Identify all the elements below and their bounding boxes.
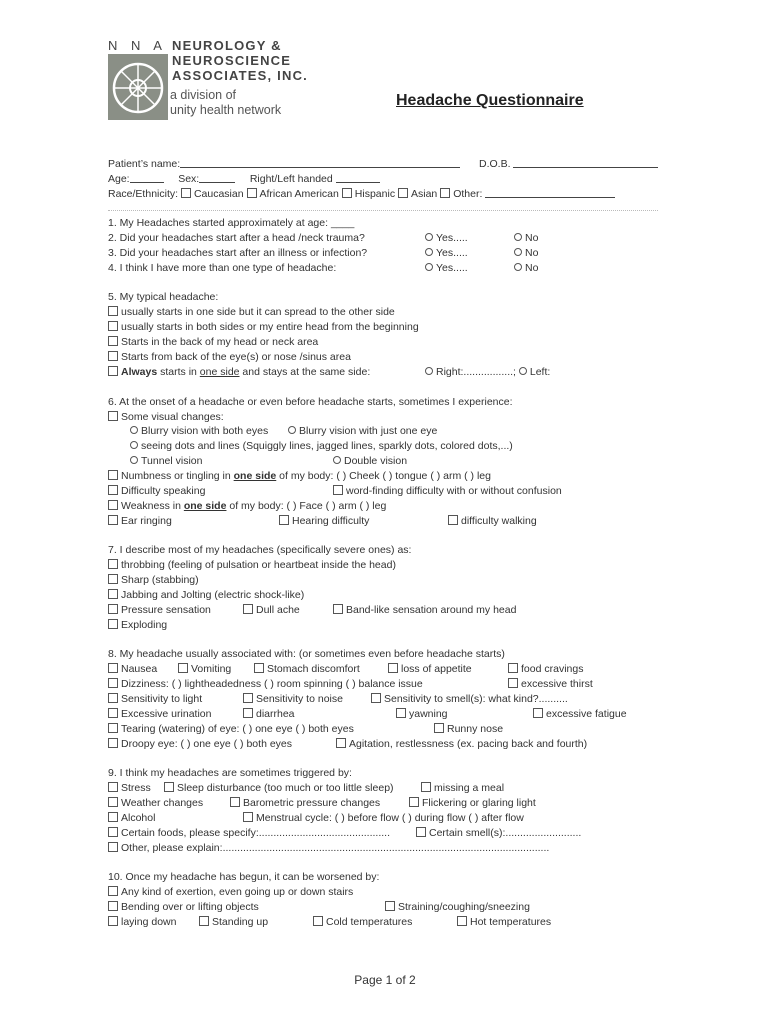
q5-option-always[interactable]: Always starts in one side and stays at the same side: bbox=[108, 366, 370, 379]
q9-weather[interactable]: Weather changes bbox=[108, 797, 203, 810]
race-row: Race/Ethnicity: Caucasian African American Hispanic Asian Other: bbox=[108, 187, 615, 201]
q8-dizziness[interactable]: Dizziness: ( ) lightheadedness ( ) room spinning ( ) balance issue bbox=[108, 678, 423, 691]
q10-cold[interactable]: Cold temperatures bbox=[313, 916, 412, 929]
q10-exertion[interactable]: Any kind of exertion, even going up or down stairs bbox=[108, 886, 353, 899]
q2: 2. Did your headaches start after a head /neck trauma? bbox=[108, 232, 365, 244]
q5-option[interactable]: Starts from back of the eye(s) or nose /sinus area bbox=[108, 351, 351, 364]
q8-noise[interactable]: Sensitivity to noise bbox=[243, 693, 343, 706]
q8-appetite[interactable]: loss of appetite bbox=[388, 663, 472, 676]
q7-pressure[interactable]: Pressure sensation bbox=[108, 604, 211, 617]
q6-dots[interactable]: seeing dots and lines (Squiggly lines, jagged lines, sparkly dots, colored dots,...) bbox=[130, 440, 513, 453]
q3-no[interactable]: No bbox=[514, 247, 538, 260]
q6-tunnel[interactable]: Tunnel vision bbox=[130, 455, 202, 468]
q8-agitation[interactable]: Agitation, restlessness (ex. pacing back and fourth) bbox=[336, 738, 587, 751]
q6-double[interactable]: Double vision bbox=[333, 455, 407, 468]
q6-speaking[interactable]: Difficulty speaking bbox=[108, 485, 205, 498]
q10-title: 10. Once my headache has begun, it can be worsened by: bbox=[108, 871, 380, 883]
age-sex-row: Age: Sex: Right/Left handed bbox=[108, 172, 380, 186]
q9-title: 9. I think my headaches are sometimes triggered by: bbox=[108, 767, 352, 779]
q6-numbness[interactable]: Numbness or tingling in one side of my body: ( ) Cheek ( ) tongue ( ) arm ( ) leg bbox=[108, 470, 491, 483]
q7-exploding[interactable]: Exploding bbox=[108, 619, 167, 632]
dob-row: D.O.B. bbox=[479, 157, 658, 171]
q8-stomach[interactable]: Stomach discomfort bbox=[254, 663, 360, 676]
q8-fatigue[interactable]: excessive fatigue bbox=[533, 708, 627, 721]
q8-diarrhea[interactable]: diarrhea bbox=[243, 708, 295, 721]
q4: 4. I think I have more than one type of headache: bbox=[108, 262, 337, 274]
race-checkbox[interactable] bbox=[398, 188, 408, 198]
q8-runny[interactable]: Runny nose bbox=[434, 723, 503, 736]
q8-droopy[interactable]: Droopy eye: ( ) one eye ( ) both eyes bbox=[108, 738, 292, 751]
q9-stress[interactable]: Stress bbox=[108, 782, 151, 795]
q6-ear[interactable]: Ear ringing bbox=[108, 515, 172, 528]
q6-visual[interactable]: Some visual changes: bbox=[108, 411, 224, 424]
q3: 3. Did your headaches start after an illness or infection? bbox=[108, 247, 368, 259]
q2-no[interactable]: No bbox=[514, 232, 538, 245]
q9-smells[interactable]: Certain smell(s):.......................... bbox=[416, 827, 581, 840]
patient-name-row: Patient’s name: bbox=[108, 157, 460, 171]
race-other-field[interactable] bbox=[485, 187, 615, 198]
q6-blurry-both[interactable]: Blurry vision with both eyes bbox=[130, 425, 268, 438]
q6-word-finding[interactable]: word-finding difficulty with or without confusion bbox=[333, 485, 562, 498]
race-checkbox[interactable] bbox=[342, 188, 352, 198]
q8-yawning[interactable]: yawning bbox=[396, 708, 448, 721]
q10-bending[interactable]: Bending over or lifting objects bbox=[108, 901, 259, 914]
q9-barometric[interactable]: Barometric pressure changes bbox=[230, 797, 380, 810]
q8-nausea[interactable]: Nausea bbox=[108, 663, 157, 676]
handed-field[interactable] bbox=[336, 172, 380, 183]
race-checkbox[interactable] bbox=[440, 188, 450, 198]
dob-field[interactable] bbox=[513, 157, 658, 168]
q10-hot[interactable]: Hot temperatures bbox=[457, 916, 551, 929]
q5-option[interactable]: Starts in the back of my head or neck area bbox=[108, 336, 318, 349]
q7-band[interactable]: Band-like sensation around my head bbox=[333, 604, 516, 617]
q6-weakness[interactable]: Weakness in one side of my body: ( ) Face ( ) arm ( ) leg bbox=[108, 500, 386, 513]
page-number: Page 1 of 2 bbox=[354, 973, 416, 987]
race-checkbox[interactable] bbox=[181, 188, 191, 198]
q9-foods[interactable]: Certain foods, please specify:............................................. bbox=[108, 827, 390, 840]
q9-meal[interactable]: missing a meal bbox=[421, 782, 504, 795]
q8-urination[interactable]: Excessive urination bbox=[108, 708, 211, 721]
q8-cravings[interactable]: food cravings bbox=[508, 663, 583, 676]
logo-emblem-icon bbox=[108, 54, 168, 120]
q9-flickering[interactable]: Flickering or glaring light bbox=[409, 797, 536, 810]
q9-alcohol[interactable]: Alcohol bbox=[108, 812, 155, 825]
q9-sleep[interactable]: Sleep disturbance (too much or too little sleep) bbox=[164, 782, 394, 795]
q8-thirst[interactable]: excessive thirst bbox=[508, 678, 593, 691]
q8-title: 8. My headache usually associated with: (or sometimes even before headache starts) bbox=[108, 648, 505, 660]
logo-letters: N N A bbox=[108, 38, 167, 53]
q7-throbbing[interactable]: throbbing (feeling of pulsation or heartbeat inside the head) bbox=[108, 559, 396, 572]
q10-straining[interactable]: Straining/coughing/sneezing bbox=[385, 901, 530, 914]
q5-option[interactable]: usually starts in both sides or my entire head from the beginning bbox=[108, 321, 419, 334]
q6-blurry-one[interactable]: Blurry vision with just one eye bbox=[288, 425, 437, 438]
q7-title: 7. I describe most of my headaches (specifically severe ones) as: bbox=[108, 544, 412, 556]
q8-tearing[interactable]: Tearing (watering) of eye: ( ) one eye ( ) both eyes bbox=[108, 723, 354, 736]
q3-yes[interactable]: Yes..... bbox=[425, 247, 468, 260]
q7-jabbing[interactable]: Jabbing and Jolting (electric shock-like) bbox=[108, 589, 304, 602]
q4-no[interactable]: No bbox=[514, 262, 538, 275]
sex-field[interactable] bbox=[199, 172, 235, 183]
q6-walking[interactable]: difficulty walking bbox=[448, 515, 537, 528]
q8-vomiting[interactable]: Vomiting bbox=[178, 663, 231, 676]
q10-laying[interactable]: laying down bbox=[108, 916, 176, 929]
q8-smell[interactable]: Sensitivity to smell(s): what kind?.......... bbox=[371, 693, 568, 706]
q4-yes[interactable]: Yes..... bbox=[425, 262, 468, 275]
q6-hearing[interactable]: Hearing difficulty bbox=[279, 515, 369, 528]
q2-yes[interactable]: Yes..... bbox=[425, 232, 468, 245]
q5-title: 5. My typical headache: bbox=[108, 291, 219, 303]
q8-light[interactable]: Sensitivity to light bbox=[108, 693, 202, 706]
q9-menstrual[interactable]: Menstrual cycle: ( ) before flow ( ) during flow ( ) after flow bbox=[243, 812, 524, 825]
q1: 1. My Headaches started approximately at age: ____ bbox=[108, 217, 355, 229]
org-name: NEUROLOGY & NEUROSCIENCE ASSOCIATES, INC. bbox=[172, 38, 308, 83]
q5-right[interactable]: Right:.................; Left: bbox=[425, 366, 550, 379]
patient-name-field[interactable] bbox=[180, 157, 460, 168]
q9-other[interactable]: Other, please explain:................................................................................................................ bbox=[108, 842, 549, 855]
age-field[interactable] bbox=[130, 172, 164, 183]
page-title: Headache Questionnaire bbox=[396, 92, 584, 109]
q5-option[interactable]: usually starts in one side but it can spread to the other side bbox=[108, 306, 395, 319]
division-text: a division of unity health network bbox=[170, 88, 282, 117]
divider bbox=[108, 210, 658, 211]
q10-standing[interactable]: Standing up bbox=[199, 916, 268, 929]
q7-sharp[interactable]: Sharp (stabbing) bbox=[108, 574, 199, 587]
race-checkbox[interactable] bbox=[247, 188, 257, 198]
q6-title: 6. At the onset of a headache or even before headache starts, sometimes I experience: bbox=[108, 396, 513, 408]
q7-dull[interactable]: Dull ache bbox=[243, 604, 300, 617]
